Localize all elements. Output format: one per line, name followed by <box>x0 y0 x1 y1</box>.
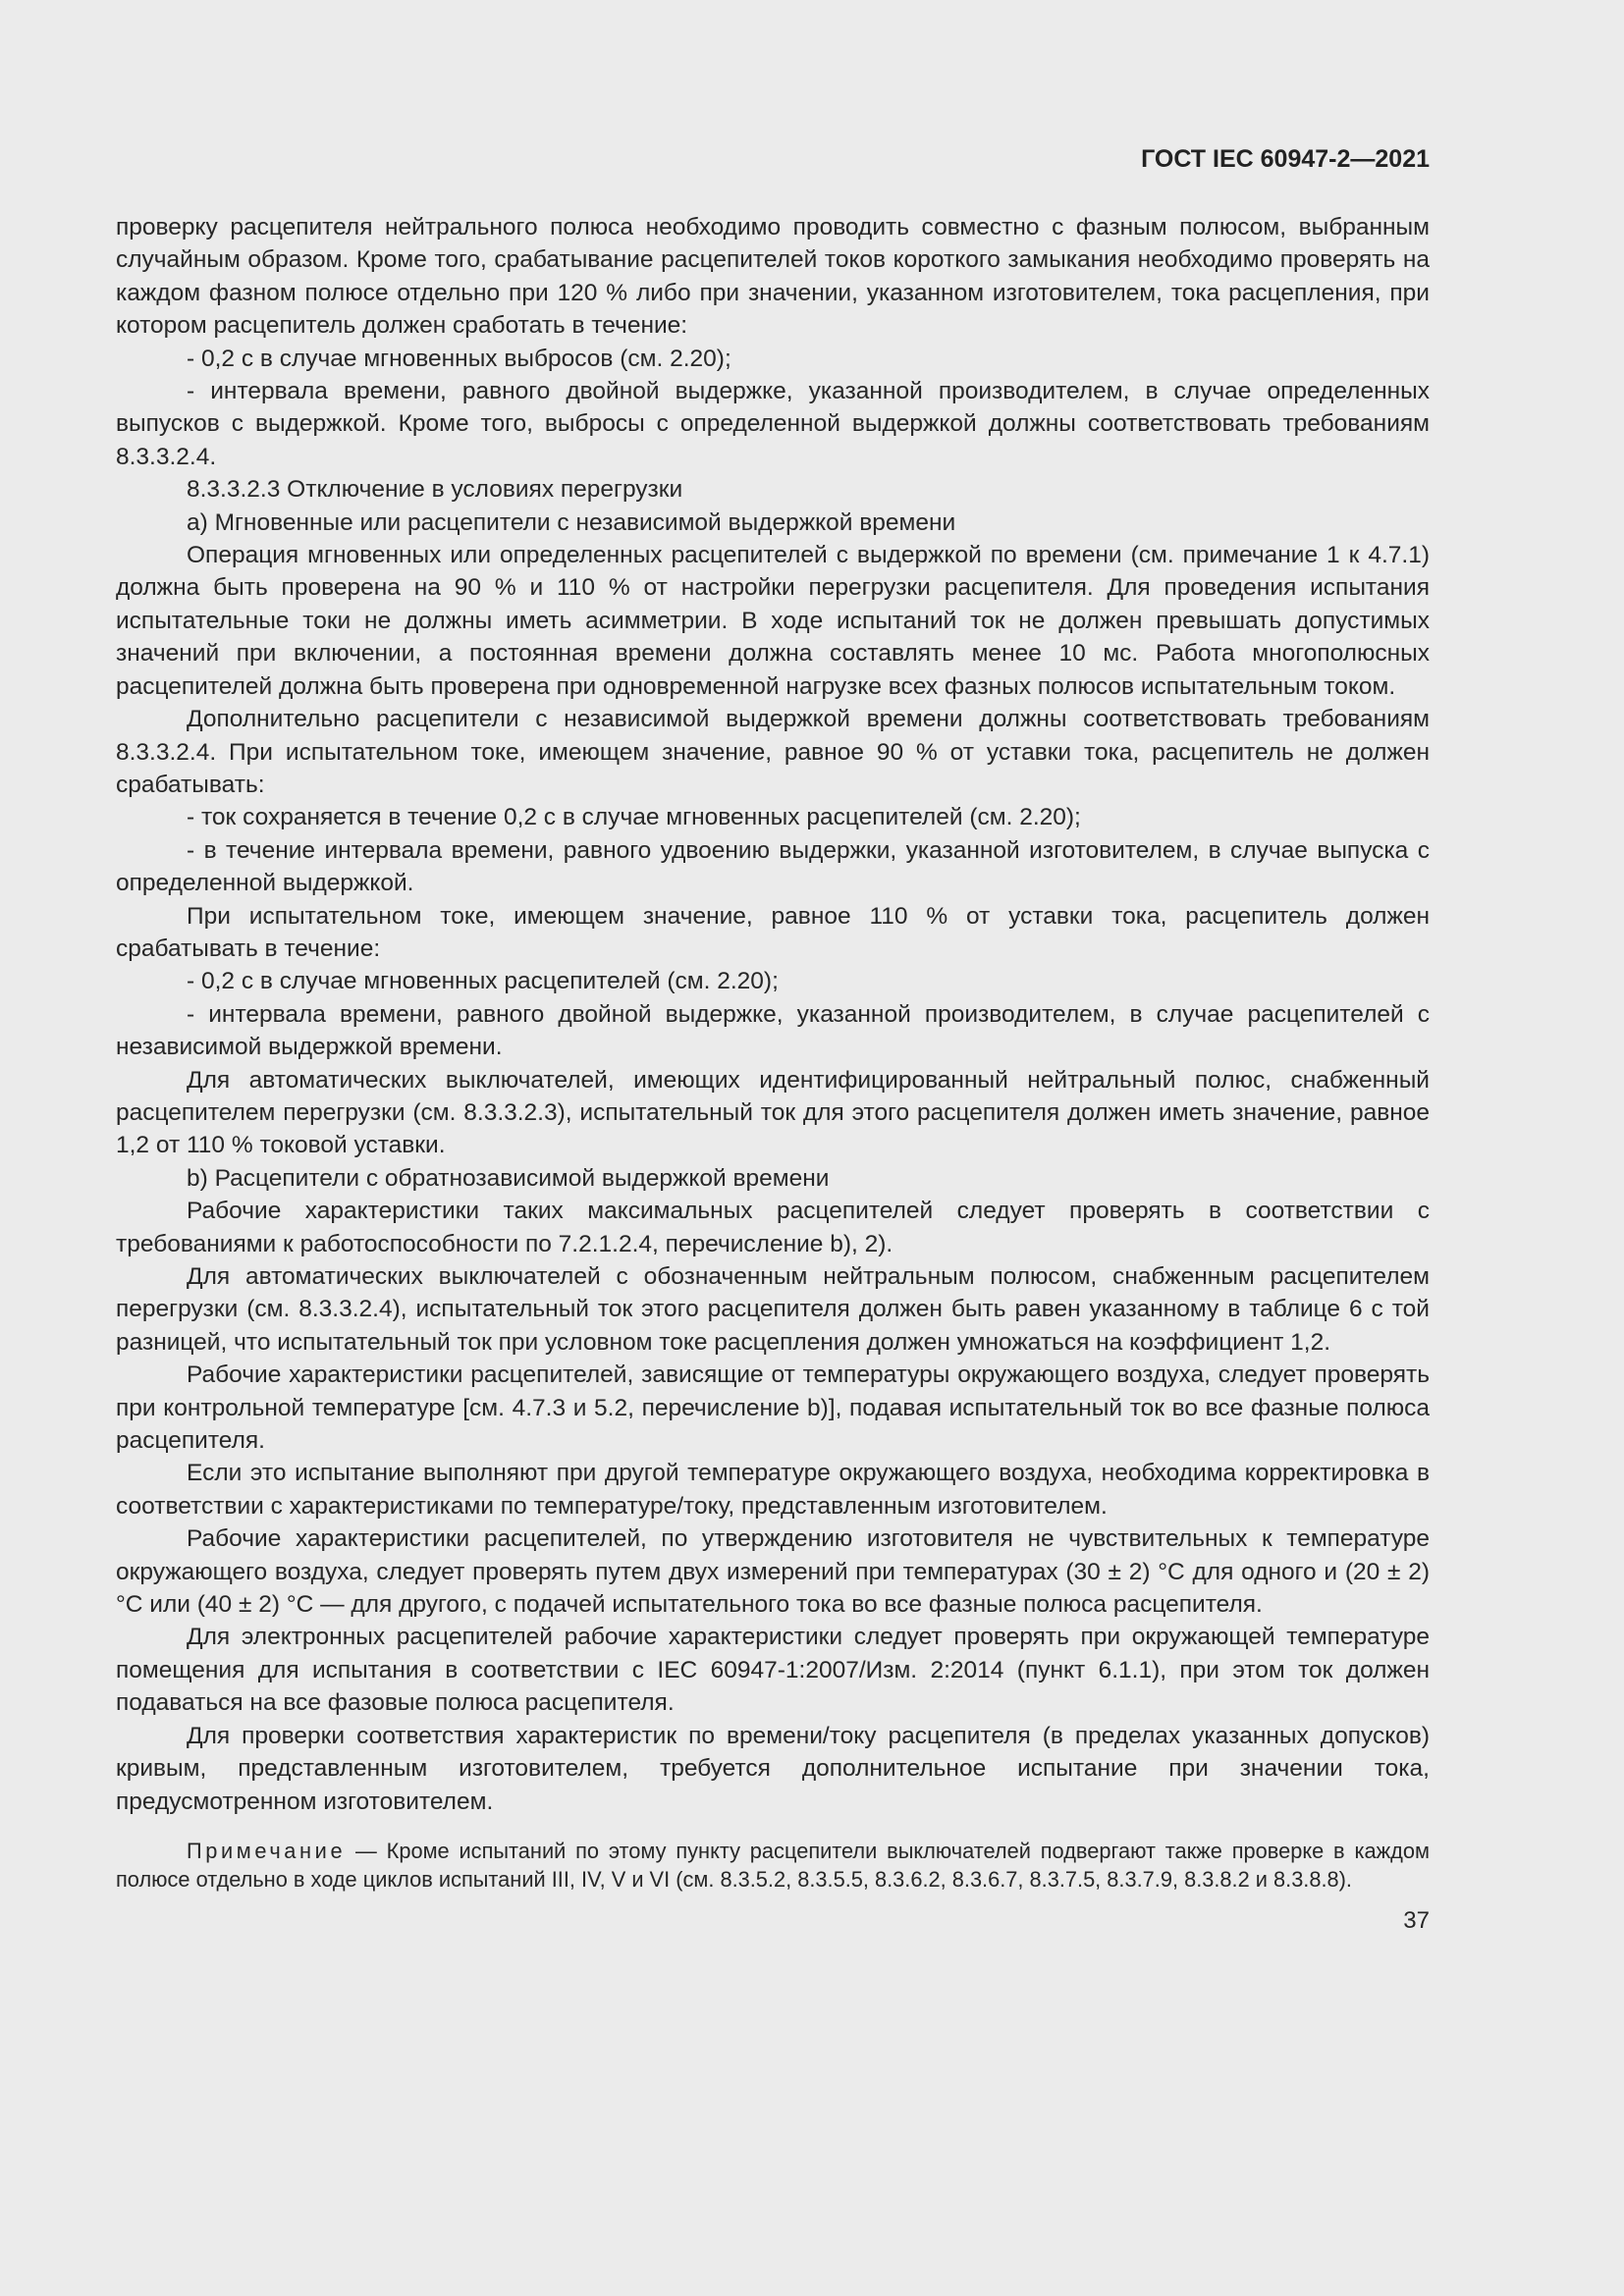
section-heading: 8.3.3.2.3 Отключение в условиях перегрузки <box>187 476 683 504</box>
note-label: Примечание <box>187 1838 347 1863</box>
paragraph: Рабочие характеристики таких максимальных расцепителей следует проверять в соответствии с требованиями к работоспособности по 7.2.1.2.4, перечисление b), 2). <box>116 1198 1430 1257</box>
paragraph: Рабочие характеристики расцепителей, зависящие от температуры окружающего воздуха, следует проверять при контрольной температуре [см. 4.7.3 и 5.2, перечисление b)], подавая испытательный ток во все фазные полюса расцепителя. <box>116 1362 1430 1455</box>
paragraph: При испытательном токе, имеющем значение, равное 110 % от уставки тока, расцепитель должен срабатывать в течение: <box>116 902 1430 962</box>
paragraph: Операция мгновенных или определенных расцепителей с выдержкой по времени (см. примечание 1 к 4.7.1) должна быть проверена на 90 % и 110 % от настройки перегрузки расцепителя. Для проведения испытания испытательные токи не должны иметь асимметрии. В ходе испытаний ток не должен превышать допустимых значений при включении, а постоянная времени должна составлять менее 10 мс. Работа многополюсных расцепителей должна быть проверена при одновременной нагрузке всех фазных полюсов испытательным током. <box>116 542 1430 700</box>
paragraph: Для проверки соответствия характеристик по времени/току расцепителя (в пределах указанных допусков) кривым, представленным изготовителем, требуется дополнительное испытание при значении тока, предусмотренном изготовителем. <box>116 1722 1430 1815</box>
document-page <box>116 145 1430 1935</box>
paragraph: Дополнительно расцепители с независимой выдержкой времени должны соответствовать требованиям 8.3.3.2.4. При испытательном токе, имеющем значение, равное 90 % от уставки тока, расцепитель не должен срабатывать: <box>116 706 1430 798</box>
paragraph: Для электронных расцепителей рабочие характеристики следует проверять при окружающей температуре помещения для испытания в соответствии с IEC 60947-1:2007/Изм. 2:2014 (пункт 6.1.1), при этом ток должен подаваться на все фазовые полюса расцепителя. <box>116 1624 1430 1717</box>
list-item: - интервала времени, равного двойной выдержке, указанной производителем, в случае определенных выпусков с выдержкой. Кроме того, выбросы с определенной выдержкой должны соответствовать требованиям 8.3.3.2.4. <box>116 378 1430 470</box>
list-item: - 0,2 с в случае мгновенных расцепителей (см. 2.20); <box>187 968 779 995</box>
list-item: - в течение интервала времени, равного удвоению выдержки, указанной изготовителем, в случае выпуска с определенной выдержкой. <box>116 836 1430 897</box>
list-item: - интервала времени, равного двойной выдержке, указанной производителем, в случае расцепителей с независимой выдержкой времени. <box>116 1000 1430 1061</box>
note-text: — Кроме испытаний по этому пункту расцепители выключателей подвергают также проверке в каждом полюсе отдельно в ходе циклов испытаний III, IV, V и VI (см. 8.3.5.2, 8.3.5.5, 8.3.6.2, 8.3.6.7, 8.3.7.5, 8.3.7.9, 8.3.8.2 и 8.3.8.8). <box>116 1838 1430 1893</box>
paragraph: Для автоматических выключателей, имеющих идентифицированный нейтральный полюс, снабженный расцепителем перегрузки (см. 8.3.3.2.3), испытательный ток для этого расцепителя должен иметь значение, равное 1,2 от 110 % токовой уставки. <box>116 1066 1430 1159</box>
paragraph: Для автоматических выключателей с обозначенным нейтральным полюсом, снабженным расцепителем перегрузки (см. 8.3.3.2.4), испытательный ток этого расцепителя должен быть равен указанному в таблице 6 с той разницей, что испытательный ток при условном токе расцепления должен умножаться на коэффициент 1,2. <box>116 1263 1430 1356</box>
paragraph: проверку расцепителя нейтрального полюса необходимо проводить совместно с фазным полюсом, выбранным случайным образом. Кроме того, срабатывание расцепителей токов короткого замыкания необходимо проверять на каждом фазном полюсе отдельно при 120 % либо при значении, указанном изготовителем, тока расцепления, при котором расцепитель должен сработать в течение: <box>116 214 1430 340</box>
note-paragraph <box>116 1837 1430 1895</box>
document-header: ГОСТ IEC 60947-2—2021 <box>1141 145 1430 173</box>
paragraph: Если это испытание выполняют при другой температуре окружающего воздуха, необходима корректировка в соответствии с характеристиками по температуре/току, представленным изготовителем. <box>116 1460 1430 1520</box>
page-number: 37 <box>1403 1906 1430 1934</box>
document-body <box>116 211 1430 1818</box>
subsection-heading: b) Расцепители с обратнозависимой выдержкой времени <box>187 1164 830 1192</box>
list-item: - 0,2 с в случае мгновенных выбросов (см. 2.20); <box>187 345 731 372</box>
note-block <box>116 1837 1430 1895</box>
paragraph: Рабочие характеристики расцепителей, по утверждению изготовителя не чувствительных к температуре окружающего воздуха, следует проверять путем двух измерений при температурах (30 ± 2) °С для одного и (20 ± 2) °С или (40 ± 2) °С — для другого, с подачей испытательного тока во все фазные полюса расцепителя. <box>116 1525 1430 1619</box>
subsection-heading: a) Мгновенные или расцепители с независимой выдержкой времени <box>187 508 956 536</box>
list-item: - ток сохраняется в течение 0,2 с в случае мгновенных расцепителей (см. 2.20); <box>187 804 1081 831</box>
